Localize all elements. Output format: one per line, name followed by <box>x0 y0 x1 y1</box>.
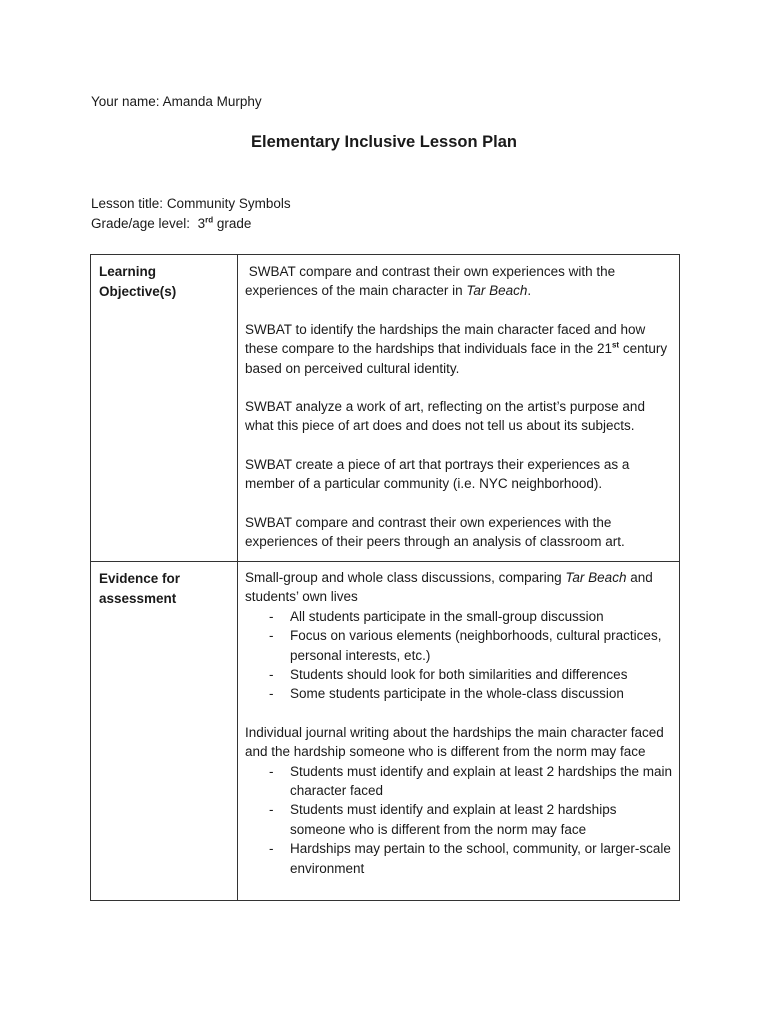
grade-word: grade <box>216 216 252 231</box>
objectives-row <box>91 255 680 562</box>
grade-suffix: rd <box>205 215 214 225</box>
objectives-label-line1: Learning <box>99 264 157 279</box>
evidence-content-cell <box>238 562 680 901</box>
objectives-content-cell <box>238 255 680 562</box>
objective-1: SWBAT compare and contrast their own experiences with the experiences of the main character in Tar Beach. <box>245 264 616 299</box>
list-item: - Hardships may pertain to the school, community, or larger-scale environment <box>269 841 671 876</box>
evidence-label-cell <box>91 562 238 901</box>
objective-3: SWBAT analyze a work of art, reflecting on the artist’s purpose and what this piece of art does and does not tell us about its subjects. <box>245 399 645 434</box>
grade-level-line <box>91 216 251 231</box>
evidence-intro-discussion: Small-group and whole class discussions, comparing Tar Beach and students’ own lives <box>245 570 653 605</box>
book-title: Tar Beach <box>466 283 528 299</box>
evidence-intro-journal: Individual journal writing about the hardships the main character faced and the hardship someone who is different from the norm may face <box>245 724 664 760</box>
objectives-label-cell <box>91 255 238 562</box>
objectives-label-line2: Objective(s) <box>99 284 177 299</box>
name-label: Your name: <box>91 94 160 109</box>
list-item: - Some students participate in the whole-class discussion <box>269 686 624 702</box>
grade-number: 3 <box>197 216 206 231</box>
objective-2: SWBAT to identify the hardships the main character faced and how these compare to the hardships that individuals face in the 21st century based on perceived cultural identity. <box>245 321 668 376</box>
author-name-line <box>91 94 262 109</box>
lesson-plan-table <box>90 254 680 901</box>
evidence-label-line2: assessment <box>99 591 177 606</box>
evidence-row <box>91 562 680 901</box>
grade-label: Grade/age level: <box>91 216 191 231</box>
book-title: Tar Beach <box>565 570 627 585</box>
list-item: - All students participate in the small-group discussion <box>269 608 604 624</box>
objective-5: SWBAT compare and contrast their own experiences with the experiences of their peers through an analysis of classroom art. <box>245 514 625 550</box>
objective-4: SWBAT create a piece of art that portrays their experiences as a member of a particular community (i.e. NYC neighborhood). <box>245 456 630 492</box>
document-title: Elementary Inclusive Lesson Plan <box>251 133 517 151</box>
lesson-title-label: Lesson title: <box>91 196 164 211</box>
journal-criteria-list <box>245 762 673 878</box>
lesson-title-value: Community Symbols <box>166 196 291 211</box>
list-item: - Focus on various elements (neighborhoods, cultural practices, personal interests, etc.) <box>269 628 662 663</box>
evidence-label-line1: Evidence for <box>99 571 181 586</box>
lesson-title-line <box>91 196 291 211</box>
name-value: Amanda Murphy <box>162 94 262 109</box>
list-item: - Students must identify and explain at least 2 hardships the main character faced <box>269 763 672 799</box>
discussion-criteria-list <box>245 607 673 704</box>
list-item: - Students must identify and explain at least 2 hardships someone who is different from the norm may face <box>269 802 617 837</box>
list-item: - Students should look for both similarities and differences <box>269 667 628 683</box>
